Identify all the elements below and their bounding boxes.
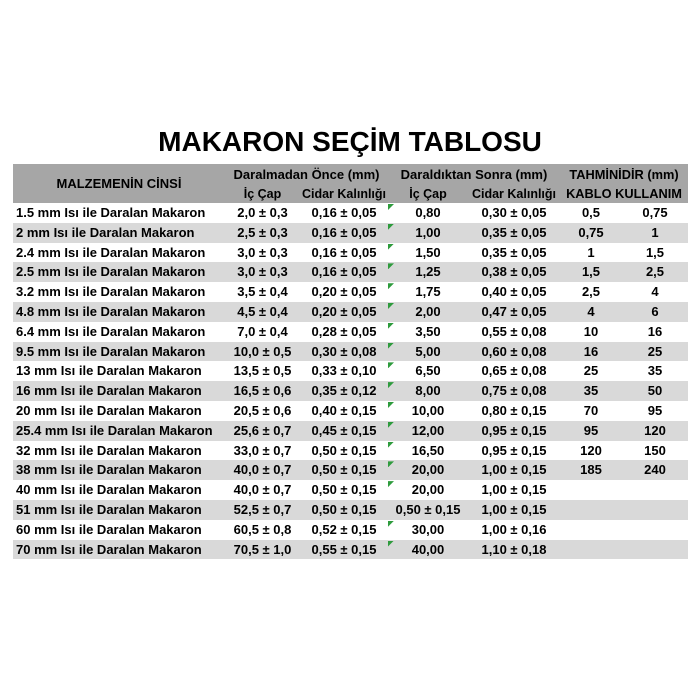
cell-after-ic-cap: 2,00 (388, 302, 468, 322)
cell-material: 32 mm Isı ile Daralan Makaron (16, 442, 202, 458)
cell-after-ic-cap: 0,80 (388, 203, 468, 223)
cell-after-cidar: 0,47 ± 0,05 (481, 303, 547, 319)
cell-before-ic-cap: 4,5 ± 0,4 (237, 303, 288, 319)
table-row (13, 361, 688, 381)
cell-after-ic-cap: 40,00 (388, 540, 468, 560)
cell-after-cidar: 0,38 ± 0,05 (481, 264, 547, 280)
error-indicator-icon (388, 402, 394, 408)
error-indicator-icon (388, 323, 394, 329)
error-indicator-icon (388, 362, 394, 368)
table-row (13, 243, 688, 263)
cell-after-ic-cap: 1,75 (388, 282, 468, 302)
header-after-cidar: Cidar Kalınlığı (468, 184, 560, 203)
cell-kablo-min: 1,5 (581, 264, 601, 280)
header-after-group: Daraldıktan Sonra (mm) (388, 164, 560, 184)
cell-before-ic-cap: 7,0 ± 0,4 (237, 323, 288, 339)
cell-before-ic-cap: 3,0 ± 0,3 (237, 244, 288, 260)
table-row (13, 223, 688, 243)
cell-after-cidar: 1,00 ± 0,15 (481, 462, 547, 478)
cell-kablo-max: 35 (647, 363, 663, 379)
cell-kablo-min: 35 (583, 383, 599, 399)
cell-kablo-max: 95 (647, 402, 663, 418)
error-indicator-icon (388, 461, 394, 467)
cell-kablo-max: 120 (644, 422, 666, 438)
cell-before-cidar: 0,20 ± 0,05 (311, 284, 377, 300)
cell-before-cidar: 0,55 ± 0,15 (311, 541, 377, 557)
cell-material: 16 mm Isı ile Daralan Makaron (16, 383, 202, 399)
cell-before-cidar: 0,50 ± 0,15 (311, 501, 377, 517)
cell-kablo-min: 185 (580, 462, 602, 478)
cell-kablo-min: 1 (587, 244, 595, 260)
cell-before-ic-cap: 52,5 ± 0,7 (233, 501, 292, 517)
cell-after-cidar: 0,35 ± 0,05 (481, 224, 547, 240)
table-row (13, 282, 688, 302)
cell-after-cidar: 1,00 ± 0,15 (481, 501, 547, 517)
table-row (13, 460, 688, 480)
cell-after-cidar: 1,10 ± 0,18 (481, 541, 547, 557)
error-indicator-icon (388, 442, 394, 448)
cell-kablo-max (622, 540, 688, 560)
cell-before-ic-cap: 10,0 ± 0,5 (233, 343, 292, 359)
cell-before-ic-cap: 40,0 ± 0,7 (233, 462, 292, 478)
cell-kablo-min: 2,5 (581, 284, 601, 300)
cell-before-cidar: 0,40 ± 0,15 (311, 402, 377, 418)
table-row (13, 421, 688, 441)
cell-before-cidar: 0,50 ± 0,15 (311, 462, 377, 478)
error-indicator-icon (388, 303, 394, 309)
cell-before-cidar: 0,30 ± 0,08 (311, 343, 377, 359)
table-row (13, 262, 688, 282)
cell-material: 25.4 mm Isı ile Daralan Makaron (16, 422, 213, 438)
cell-after-ic-cap: 5,00 (388, 342, 468, 362)
cell-after-cidar: 0,95 ± 0,15 (481, 422, 547, 438)
cell-material: 40 mm Isı ile Daralan Makaron (16, 482, 202, 498)
cell-kablo-max: 0,75 (642, 205, 668, 220)
header-material: MALZEMENİN CİNSİ (13, 164, 225, 203)
cell-before-ic-cap: 25,6 ± 0,7 (233, 422, 292, 438)
cell-before-cidar: 0,35 ± 0,12 (311, 383, 377, 399)
cell-kablo-max: 6 (651, 303, 659, 319)
cell-after-ic-cap: 20,00 (388, 480, 468, 500)
header-before-cidar: Cidar Kalınlığı (300, 184, 388, 203)
error-indicator-icon (388, 481, 394, 487)
cell-before-ic-cap: 16,5 ± 0,6 (233, 383, 292, 399)
cell-before-ic-cap: 20,5 ± 0,6 (233, 402, 292, 418)
table-row (13, 203, 688, 223)
cell-after-ic-cap: 6,50 (388, 361, 468, 381)
cell-before-ic-cap: 3,0 ± 0,3 (237, 264, 288, 280)
header-estimate-line1: TAHMİNİDİR (mm) (569, 166, 679, 182)
cell-material: 4.8 mm Isı ile Daralan Makaron (16, 303, 206, 319)
header-group-row (13, 164, 688, 184)
cell-after-ic-cap: 10,00 (388, 401, 468, 421)
cell-kablo-max: 1,5 (645, 244, 665, 260)
error-indicator-icon (388, 521, 394, 527)
cell-material: 70 mm Isı ile Daralan Makaron (16, 541, 202, 557)
cell-material: 13 mm Isı ile Daralan Makaron (16, 363, 202, 379)
cell-before-ic-cap: 13,5 ± 0,5 (233, 363, 292, 379)
cell-material: 2.5 mm Isı ile Daralan Makaron (16, 264, 206, 280)
table-row (13, 520, 688, 540)
cell-kablo-min: 10 (583, 323, 599, 339)
cell-kablo-max: 1 (651, 224, 659, 240)
header-after-ic-cap: İç Çap (388, 184, 468, 203)
cell-after-cidar: 0,95 ± 0,15 (481, 442, 547, 458)
page-title: MAKARON SEÇİM TABLOSU (158, 126, 542, 157)
header-before-group: Daralmadan Önce (mm) (225, 164, 388, 184)
cell-kablo-min: 70 (583, 402, 599, 418)
table-row (13, 381, 688, 401)
cell-after-ic-cap: 1,50 (388, 243, 468, 263)
cell-kablo-max: 2,5 (645, 264, 665, 280)
table-row (13, 322, 688, 342)
cell-before-cidar: 0,16 ± 0,05 (311, 224, 377, 240)
cell-after-ic-cap: 8,00 (388, 381, 468, 401)
cell-after-ic-cap: 16,50 (388, 441, 468, 461)
cell-after-ic-cap: 0,50 ± 0,15 (395, 501, 461, 517)
cell-kablo-min: 0,5 (581, 205, 601, 220)
cell-kablo-max: 240 (644, 462, 666, 478)
cell-kablo-max: 150 (644, 442, 666, 458)
header-estimate-group (560, 164, 688, 203)
cell-material: 1.5 mm Isı ile Daralan Makaron (16, 205, 206, 220)
cell-material: 20 mm Isı ile Daralan Makaron (16, 402, 202, 418)
cell-after-cidar: 0,75 ± 0,08 (481, 383, 547, 399)
error-indicator-icon (388, 244, 394, 250)
cell-kablo-max: 50 (647, 383, 663, 399)
cell-material: 38 mm Isı ile Daralan Makaron (16, 462, 202, 478)
cell-after-ic-cap: 1,25 (388, 262, 468, 282)
error-indicator-icon (388, 382, 394, 388)
table-row (13, 480, 688, 500)
cell-after-cidar: 0,65 ± 0,08 (481, 363, 547, 379)
cell-kablo-min: 4 (587, 303, 595, 319)
cell-kablo-min (560, 480, 622, 500)
table-row (13, 441, 688, 461)
cell-kablo-max (622, 480, 688, 500)
cell-before-ic-cap: 33,0 ± 0,7 (233, 442, 292, 458)
table-header (13, 164, 688, 203)
cell-before-cidar: 0,50 ± 0,15 (311, 482, 377, 498)
table-row (13, 540, 688, 560)
error-indicator-icon (388, 224, 394, 230)
cell-before-cidar: 0,20 ± 0,05 (311, 303, 377, 319)
selection-table (13, 164, 688, 559)
cell-kablo-max (622, 500, 688, 520)
cell-after-ic-cap: 20,00 (388, 460, 468, 480)
cell-material: 6.4 mm Isı ile Daralan Makaron (16, 323, 206, 339)
cell-kablo-min (560, 540, 622, 560)
table-row (13, 302, 688, 322)
table-body (13, 203, 688, 559)
cell-after-cidar: 0,35 ± 0,05 (481, 244, 547, 260)
cell-material: 51 mm Isı ile Daralan Makaron (16, 501, 202, 517)
cell-before-cidar: 0,16 ± 0,05 (311, 205, 377, 220)
cell-kablo-max: 25 (647, 343, 663, 359)
cell-material: 9.5 mm Isı ile Daralan Makaron (16, 343, 206, 359)
cell-after-ic-cap: 30,00 (388, 520, 468, 540)
cell-before-ic-cap: 40,0 ± 0,7 (233, 482, 292, 498)
cell-after-ic-cap: 1,00 (388, 223, 468, 243)
cell-kablo-max: 4 (651, 284, 659, 300)
cell-kablo-min (560, 520, 622, 540)
header-estimate-line2: KABLO KULLANIM (566, 185, 682, 201)
cell-kablo-min: 16 (583, 343, 599, 359)
error-indicator-icon (388, 263, 394, 269)
cell-material: 3.2 mm Isı ile Daralan Makaron (16, 284, 206, 300)
table-row (13, 401, 688, 421)
cell-after-ic-cap: 12,00 (388, 421, 468, 441)
cell-after-cidar: 0,80 ± 0,15 (481, 402, 547, 418)
cell-before-ic-cap: 2,0 ± 0,3 (237, 205, 288, 220)
cell-kablo-min: 25 (583, 363, 599, 379)
cell-before-cidar: 0,16 ± 0,05 (311, 264, 377, 280)
cell-before-cidar: 0,45 ± 0,15 (311, 422, 377, 438)
cell-before-ic-cap: 70,5 ± 1,0 (233, 541, 292, 557)
header-before-ic-cap: İç Çap (225, 184, 300, 203)
cell-after-ic-cap: 3,50 (388, 322, 468, 342)
cell-before-cidar: 0,50 ± 0,15 (311, 442, 377, 458)
cell-after-cidar: 0,40 ± 0,05 (481, 284, 547, 300)
cell-after-cidar: 1,00 ± 0,16 (481, 521, 547, 537)
cell-before-cidar: 0,28 ± 0,05 (311, 323, 377, 339)
cell-kablo-min (560, 500, 622, 520)
cell-kablo-min: 0,75 (578, 224, 604, 240)
cell-material: 2 mm Isı ile Daralan Makaron (16, 224, 195, 240)
error-indicator-icon (388, 283, 394, 289)
cell-material: 2.4 mm Isı ile Daralan Makaron (16, 244, 206, 260)
cell-kablo-min: 120 (580, 442, 602, 458)
cell-before-ic-cap: 60,5 ± 0,8 (233, 521, 292, 537)
table-row (13, 342, 688, 362)
cell-before-cidar: 0,33 ± 0,10 (311, 363, 377, 379)
cell-after-cidar: 1,00 ± 0,15 (481, 482, 547, 498)
cell-before-ic-cap: 2,5 ± 0,3 (237, 224, 288, 240)
cell-after-cidar: 0,60 ± 0,08 (481, 343, 547, 359)
cell-before-ic-cap: 3,5 ± 0,4 (237, 284, 288, 300)
cell-before-cidar: 0,16 ± 0,05 (311, 244, 377, 260)
error-indicator-icon (388, 422, 394, 428)
error-indicator-icon (388, 541, 394, 547)
cell-material: 60 mm Isı ile Daralan Makaron (16, 521, 202, 537)
error-indicator-icon (388, 204, 394, 210)
cell-kablo-max (622, 520, 688, 540)
cell-kablo-min: 95 (583, 422, 599, 438)
cell-after-cidar: 0,55 ± 0,08 (481, 323, 547, 339)
table-row (13, 500, 688, 520)
cell-before-cidar: 0,52 ± 0,15 (311, 521, 377, 537)
cell-after-cidar: 0,30 ± 0,05 (481, 205, 547, 220)
cell-kablo-max: 16 (647, 323, 663, 339)
error-indicator-icon (388, 343, 394, 349)
